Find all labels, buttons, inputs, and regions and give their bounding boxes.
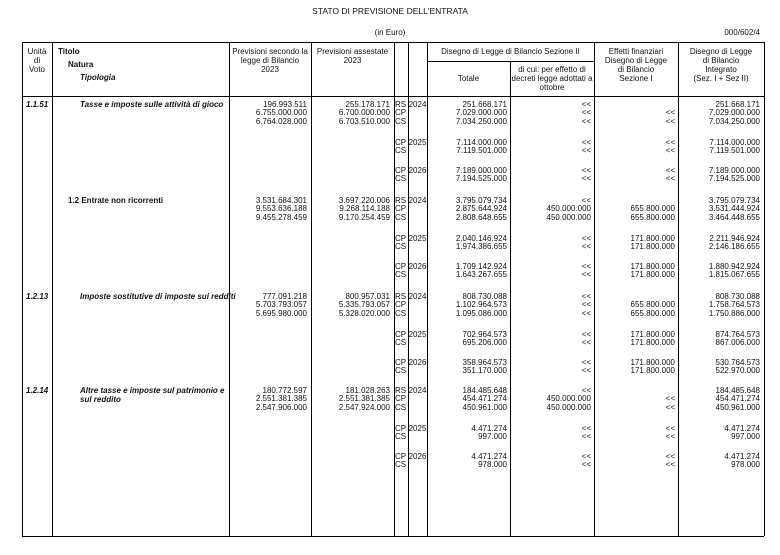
row-type: CP (395, 138, 407, 147)
di-cui-value: << (581, 460, 591, 470)
di-cui-value: << (581, 108, 591, 118)
totale-value: 7.119.501.000 (456, 146, 507, 156)
integrato-value: 251.668.171 (715, 100, 760, 109)
integrato-value: 7.189.000.000 (708, 166, 760, 175)
integrato-value: 997.000 (731, 432, 760, 442)
di-cui-value: 450.000.000 (546, 394, 591, 404)
totale-value: 978.000 (478, 460, 507, 470)
row-type: CS (395, 270, 407, 280)
effetti-value: 655.800.000 (630, 308, 675, 318)
integrato-value: 2.211.946.924 (709, 234, 760, 243)
di-cui-value: << (581, 116, 591, 126)
page-code: 000/602/4 (724, 28, 760, 37)
integrato-value: 7.029.000.000 (708, 108, 760, 118)
integrato-value: 530.764.573 (715, 358, 760, 367)
page-title: STATO DI PREVISIONE DELL'ENTRATA (312, 6, 468, 16)
year-label: 2025 (408, 424, 427, 433)
integrato-value: 454.471.274 (715, 394, 760, 404)
previsioni-assestate-value: 181.028.263 (345, 386, 390, 395)
totale-value: 7.029.000.000 (455, 108, 507, 118)
previsioni-legge-value: 6.755.000.000 (255, 108, 307, 118)
integrato-value: 7.194.525.000 (708, 174, 760, 184)
previsioni-assestate-value: 6.703.510.000 (338, 116, 390, 126)
effetti-value: << (665, 108, 675, 118)
effetti-value: 171.800.000 (630, 366, 675, 376)
previsioni-assestate-value: 2.547.924.000 (338, 402, 390, 412)
header-totale: Totale (457, 74, 480, 83)
previsioni-assestate-value: 9.170.254.459 (338, 212, 390, 222)
header-unita: Unità di Voto (27, 47, 47, 74)
previsioni-assestate-value: 5.328.020.000 (338, 308, 390, 318)
row-type: CS (395, 432, 407, 442)
row-type: RS (395, 196, 407, 205)
di-cui-value: << (581, 386, 591, 395)
totale-value: 2.875.644.924 (455, 204, 507, 214)
previsioni-legge-value: 9.553.636.188 (255, 204, 307, 214)
totale-value: 808.730.088 (462, 292, 507, 301)
row-type: CS (395, 460, 407, 470)
previsioni-legge-value: 6.764.028.000 (255, 116, 307, 126)
year-label: 2026 (408, 358, 427, 367)
di-cui-value: << (581, 366, 591, 376)
totale-value: 7.194.525.000 (455, 174, 507, 184)
year-label: 2026 (408, 452, 427, 461)
di-cui-value: << (581, 146, 591, 156)
row-label: Tasse e imposte sulle attività di gioco (80, 100, 224, 109)
previsioni-legge-value: 3.531.684.301 (255, 196, 307, 205)
year-label: 2024 (408, 386, 427, 395)
effetti-value: << (665, 138, 675, 147)
row-type: CP (395, 452, 407, 461)
row-type: CP (395, 358, 407, 367)
effetti-value: << (665, 174, 675, 184)
row-type: CP (395, 262, 407, 271)
year-label: 2025 (408, 330, 427, 339)
previsioni-legge-value: 9.455.278.459 (255, 212, 307, 222)
header-previsioni-assestate: Previsioni assestate 2023 (316, 47, 389, 65)
totale-value: 1.974.386.655 (455, 242, 507, 252)
effetti-value: << (665, 146, 675, 156)
effetti-value: << (665, 452, 675, 461)
totale-value: 4.471.274 (471, 452, 507, 461)
integrato-value: 522.970.000 (715, 366, 760, 376)
integrato-value: 2.146.186.655 (708, 242, 760, 252)
effetti-value: 171.800.000 (630, 338, 675, 348)
year-label: 2024 (408, 196, 427, 205)
row-label: Altre tasse e imposte sul patrimonio e (80, 386, 225, 395)
row-type: CS (395, 308, 407, 318)
effetti-value: 171.800.000 (630, 234, 675, 243)
effetti-value: 171.800.000 (630, 330, 675, 339)
totale-value: 454.471.274 (462, 394, 507, 404)
previsioni-legge-value: 2.551.381.385 (255, 394, 307, 404)
previsioni-assestate-value: 3.697.220.006 (338, 196, 390, 205)
di-cui-value: << (581, 270, 591, 280)
totale-value: 4.471.274 (471, 424, 507, 433)
di-cui-value: << (581, 424, 591, 433)
header-integrato: Disegno di Legge di Bilancio Integrato (Sez. I + Sez II) (689, 47, 753, 83)
header-previsioni-legge: Previsioni secondo la legge di Bilancio 2023 (232, 47, 308, 74)
row-type: CP (395, 300, 407, 310)
di-cui-value: << (581, 196, 591, 205)
row-label: sul reddito (80, 395, 121, 404)
year-label: 2024 (408, 100, 427, 109)
effetti-value: << (665, 402, 675, 412)
effetti-value: << (665, 394, 675, 404)
effetti-value: 171.800.000 (630, 270, 675, 280)
row-type: CP (395, 330, 407, 339)
previsioni-legge-value: 777.091.218 (262, 292, 307, 301)
totale-value: 7.034.250.000 (455, 116, 507, 126)
row-type: CP (395, 166, 407, 175)
row-type: CS (395, 116, 407, 126)
totale-value: 997.000 (478, 432, 507, 442)
row-type: CS (395, 146, 407, 156)
effetti-value: << (665, 460, 675, 470)
previsioni-assestate-value: 2.551.381.385 (338, 394, 390, 404)
integrato-value: 3.531.444.924 (708, 204, 760, 214)
integrato-value: 874.764.573 (715, 330, 760, 339)
unita-code: 1.1.51 (26, 100, 49, 109)
row-type: CS (395, 174, 407, 184)
integrato-value: 7.114.000.000 (709, 138, 760, 147)
header-effetti: Effetti finanziari Disegno di Legge di Bilancio Sezione I (604, 47, 668, 83)
page-subtitle: (in Euro) (374, 28, 406, 37)
row-type: CS (395, 366, 407, 376)
row-type: CS (395, 212, 407, 222)
di-cui-value: << (581, 292, 591, 301)
di-cui-value: << (581, 138, 591, 147)
previsioni-legge-value: 196.993.511 (263, 100, 307, 109)
effetti-value: 171.800.000 (630, 242, 675, 252)
previsioni-legge-value: 180.772.597 (262, 386, 307, 395)
integrato-value: 3.464.448.655 (708, 212, 760, 222)
row-type: RS (395, 292, 407, 301)
header-di-cui: di cui: per effetto di decreti legge adottati a ottobre (511, 65, 593, 92)
unita-code: 1.2.13 (26, 292, 49, 301)
effetti-value: << (665, 432, 675, 442)
totale-value: 2.040.146.924 (455, 234, 507, 243)
totale-value: 702.964.573 (462, 330, 507, 339)
row-type: CP (395, 204, 407, 214)
effetti-value: 171.800.000 (630, 358, 675, 367)
effetti-value: << (665, 424, 675, 433)
effetti-value: 655.800.000 (630, 300, 675, 310)
di-cui-value: << (581, 452, 591, 461)
integrato-value: 1.750.886.000 (708, 308, 760, 318)
di-cui-value: 450.000.000 (546, 402, 591, 412)
totale-value: 2.808.648.655 (455, 212, 507, 222)
di-cui-value: << (581, 432, 591, 442)
row-type: CP (395, 234, 407, 243)
effetti-value: 655.800.000 (630, 212, 675, 222)
previsioni-assestate-value: 800.957.031 (345, 292, 390, 301)
totale-value: 1.643.267.655 (455, 270, 507, 280)
integrato-value: 450.961.000 (715, 402, 760, 412)
year-label: 2026 (408, 166, 427, 175)
totale-value: 695.206.000 (462, 338, 507, 348)
integrato-value: 867.006.000 (715, 338, 760, 348)
totale-value: 1.709.142.924 (455, 262, 507, 271)
previsioni-legge-value: 5.695.980.000 (255, 308, 307, 318)
effetti-value: << (665, 166, 675, 175)
row-type: CP (395, 424, 407, 433)
header-disegno-sez2: Disegno di Legge di Bilancio Sezione II (441, 47, 580, 56)
integrato-value: 4.471.274 (724, 452, 760, 461)
integrato-value: 4.471.274 (724, 424, 760, 433)
di-cui-value: << (581, 358, 591, 367)
year-label: 2024 (408, 292, 427, 301)
totale-value: 1.102.964.573 (455, 300, 507, 310)
totale-value: 358.964.573 (462, 358, 507, 367)
previsioni-assestate-value: 6.700.000.000 (338, 108, 390, 118)
integrato-value: 1.758.764.573 (708, 300, 760, 310)
di-cui-value: 450.000.000 (546, 212, 591, 222)
totale-value: 184.485.648 (462, 386, 507, 395)
totale-value: 251.668.171 (462, 100, 507, 109)
previsioni-assestate-value: 255.178.171 (345, 100, 390, 109)
integrato-value: 1.880.942.924 (708, 262, 760, 271)
effetti-value: 171.800.000 (630, 262, 675, 271)
header-tipologia: Tipologia (80, 73, 116, 82)
di-cui-value: << (581, 174, 591, 184)
row-type: CP (395, 394, 407, 404)
header-titolo: Titolo (58, 47, 80, 56)
year-label: 2026 (408, 262, 427, 271)
effetti-value: << (665, 116, 675, 126)
row-type: RS (395, 100, 407, 109)
integrato-value: 808.730.088 (715, 292, 760, 301)
di-cui-value: 450.000.000 (546, 204, 591, 214)
integrato-value: 7.119.501.000 (709, 146, 760, 156)
di-cui-value: << (581, 166, 591, 175)
totale-value: 1.095.086.000 (455, 308, 507, 318)
integrato-value: 7.034.250.000 (708, 116, 760, 126)
previsioni-legge-value: 2.547.906.000 (255, 402, 307, 412)
integrato-value: 184.485.648 (715, 386, 760, 395)
row-type: CS (395, 402, 407, 412)
di-cui-value: << (581, 242, 591, 252)
di-cui-value: << (581, 234, 591, 243)
year-label: 2025 (408, 138, 427, 147)
totale-value: 450.961.000 (462, 402, 507, 412)
di-cui-value: << (581, 262, 591, 271)
di-cui-value: << (581, 330, 591, 339)
integrato-value: 1.815.067.655 (708, 270, 760, 280)
previsioni-legge-value: 5.703.793.057 (255, 300, 307, 310)
integrato-value: 3.795.079.734 (708, 196, 760, 205)
previsioni-assestate-value: 9.268.114.188 (339, 204, 390, 214)
unita-code: 1.2.14 (26, 386, 49, 395)
totale-value: 7.189.000.000 (455, 166, 507, 175)
di-cui-value: << (581, 338, 591, 348)
di-cui-value: << (581, 300, 591, 310)
row-label: Imposte sostitutive di imposte sui redditi (80, 292, 236, 301)
row-type: CP (395, 108, 407, 118)
totale-value: 351.170.000 (462, 366, 507, 376)
totale-value: 7.114.000.000 (456, 138, 507, 147)
previsioni-assestate-value: 5.335.793.057 (338, 300, 390, 310)
row-type: CS (395, 338, 407, 348)
di-cui-value: << (581, 308, 591, 318)
header-natura: Natura (68, 60, 94, 69)
effetti-value: 655.800.000 (630, 204, 675, 214)
year-label: 2025 (408, 234, 427, 243)
di-cui-value: << (581, 100, 591, 109)
totale-value: 3.795.079.734 (455, 196, 507, 205)
row-type: RS (395, 386, 407, 395)
integrato-value: 978.000 (731, 460, 760, 470)
row-label: 1.2 Entrate non ricorrenti (68, 196, 164, 205)
row-type: CS (395, 242, 407, 252)
